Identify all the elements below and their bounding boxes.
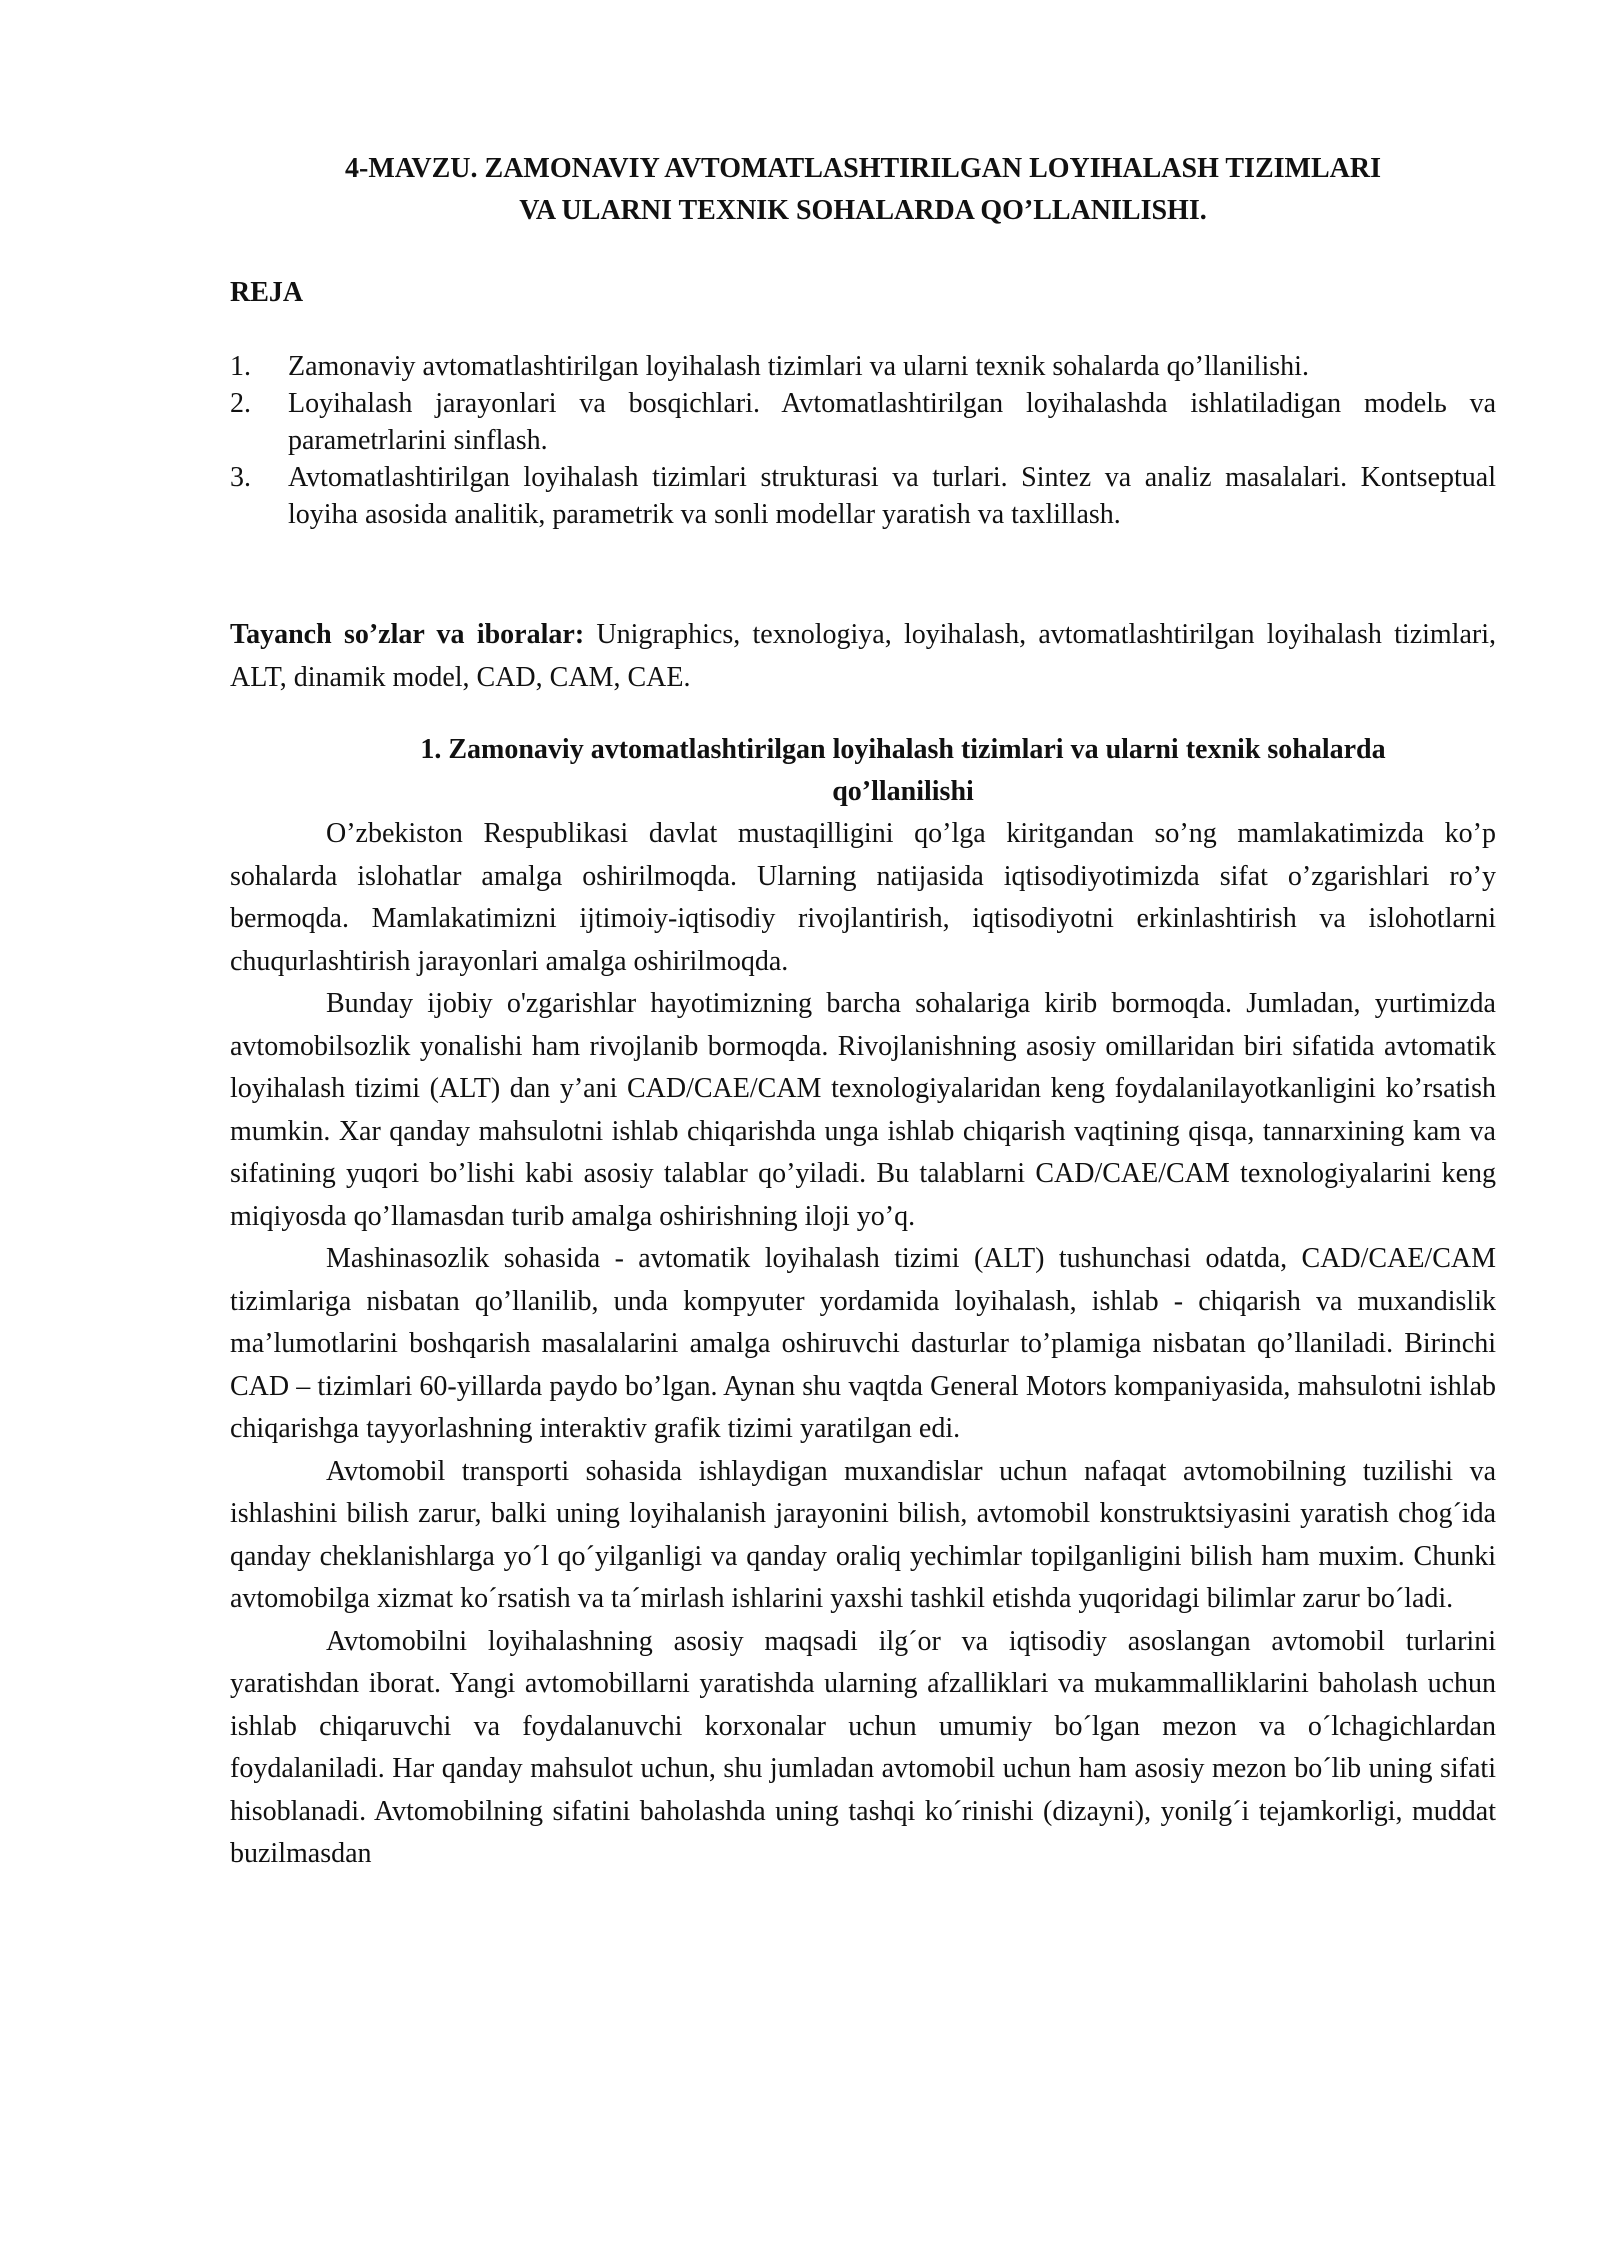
plan-list <box>230 348 1496 533</box>
keywords-text: Unigraphics, texnologiya, loyihalash, avtomatlashtirilgan loyihalash tizimlari, ALT, dinamik model, CAD, CAM, CAE. <box>230 619 1496 693</box>
title-line-1: 4-MAVZU. ZAMONAVIY AVTOMATLASHTIRILGAN LOYIHALASH TIZIMLARI <box>345 153 1381 184</box>
body-paragraph: Avtomobil transporti sohasida ishlaydigan muxandislar uchun nafaqat avtomobilning tuzilishi va ishlashini bilish zarur, balki uning loyihalanish jarayonini bilish, avtomobil konstruktsiyasini yaratish chog´ida qanday cheklanishlarga yo´l qo´yilganligi va qanday oraliq yechimlar topilganligini bilish ham muxim. Chunki avtomobilga xizmat ko´rsatish va ta´mirlash ishlarini yaxshi tashkil etishda yuqoridagi bilimlar zarur bo´ladi. <box>230 1455 1496 1614</box>
plan-item-number: 3. <box>230 462 251 493</box>
plan-item-number: 2. <box>230 388 251 419</box>
document-title <box>230 148 1496 232</box>
body-paragraph: Bunday ijobiy o'zgarishlar hayotimizning barcha sohalariga kirib bormoqda. Jumladan, yurtimizda avtomobilsozlik yonalishi ham rivojlanib bormoqda. Rivojlanishning asosiy omillaridan biri sifatida avtomatik loyihalash tizimi (ALT) dan y’ani CAD/CAE/CAM texnologiyalaridan keng foydalanilayotkanligini ko’rsatish mumkin. Xar qanday mahsulotni ishlab chiqarishda unga ishlab chiqarish vaqtining qisqa, tannarxining kam va sifatining yuqori bo’lishi kabi asosiy talablar qo’yiladi. Bu talablarni CAD/CAE/CAM texnologiyalarini keng miqiyosda qo’llamasdan turib amalga oshirishning iloji yo’q. <box>230 988 1496 1232</box>
keywords-paragraph <box>230 613 1496 699</box>
title-line-2: VA ULARNI TEXNIK SOHALARDA QO’LLANILISHI. <box>519 195 1207 226</box>
section-heading <box>230 729 1496 813</box>
body-paragraph: O’zbekiston Respublikasi davlat mustaqilligini qo’lga kiritgandan so’ng mamlakatimizda ko’p sohalarda islohatlar amalga oshirilmoqda. Ularning natijasida iqtisodiyotimizda sifat o’zgarishlari ro’y bermoqda. Mamlakatimizni ijtimoiy-iqtisodiy rivojlantirish, iqtisodiyotni erkinlashtirish va islohotlarni chuqurlashtirish jarayonlari amalga oshirilmoqda. <box>230 818 1496 977</box>
body-paragraph: Avtomobilni loyihalashning asosiy maqsadi ilg´or va iqtisodiy asoslangan avtomobil turlarini yaratishdan iborat. Yangi avtomobillarni yaratishda ularning afzalliklari va mukammalliklarini baholash uchun ishlab chiqaruvchi va foydalanuvchi korxonalar uchun umumiy bo´lgan mezon va o´lchagichlardan foydalaniladi. Har qanday mahsulot uchun, shu jumladan avtomobil uchun ham asosiy mezon bo´lib uning sifati hisoblanadi. Avtomobilning sifatini baholashda uning tashqi ko´rinishi (dizayni), yonilg´i tejamkorligi, muddat buzilmasdan <box>230 1625 1496 1869</box>
plan-item-number: 1. <box>230 351 251 382</box>
plan-item <box>230 348 1496 385</box>
body-paragraph: Mashinasozlik sohasida - avtomatik loyihalash tizimi (ALT) tushunchasi odatda, CAD/CAE/CAM tizimlariga nisbatan qo’llanilib, unda kompyuter yordamida loyihalash, ishlab - chiqarish va muxandislik ma’lumotlarini boshqarish masalalarini amalga oshiruvchi dasturlar to’plamiga nisbatan qo’llaniladi. Birinchi CAD – tizimlari 60-yillarda paydo bo’lgan. Aynan shu vaqtda General Motors kompaniyasida, mahsulotni ishlab chiqarishga tayyorlashning interaktiv grafik tizimi yaratilgan edi. <box>230 1243 1496 1444</box>
section-heading-line-1: 1. Zamonaviy avtomatlashtirilgan loyihalash tizimlari va ularni texnik sohalarda <box>420 734 1386 765</box>
plan-item-text: Avtomatlashtirilgan loyihalash tizimlari strukturasi va turlari. Sintez va analiz masalalari. Kontseptual loyiha asosida analitik, parametrik va sonli modellar yaratish va taxlillash. <box>288 462 1496 530</box>
plan-item <box>230 459 1496 533</box>
section-heading-line-2: qo’llanilishi <box>832 776 974 807</box>
plan-item-text: Zamonaviy avtomatlashtirilgan loyihalash tizimlari va ularni texnik sohalarda qo’llanilishi. <box>288 351 1309 382</box>
keywords-label: Tayanch so’zlar va iboralar: <box>230 619 585 650</box>
plan-heading: REJA <box>230 277 304 308</box>
plan-item-text: Loyihalash jarayonlari va bosqichlari. Avtomatlashtirilgan loyihalashda ishlatiladigan modelь va parametrlarini sinflash. <box>288 388 1496 456</box>
plan-item <box>230 385 1496 459</box>
